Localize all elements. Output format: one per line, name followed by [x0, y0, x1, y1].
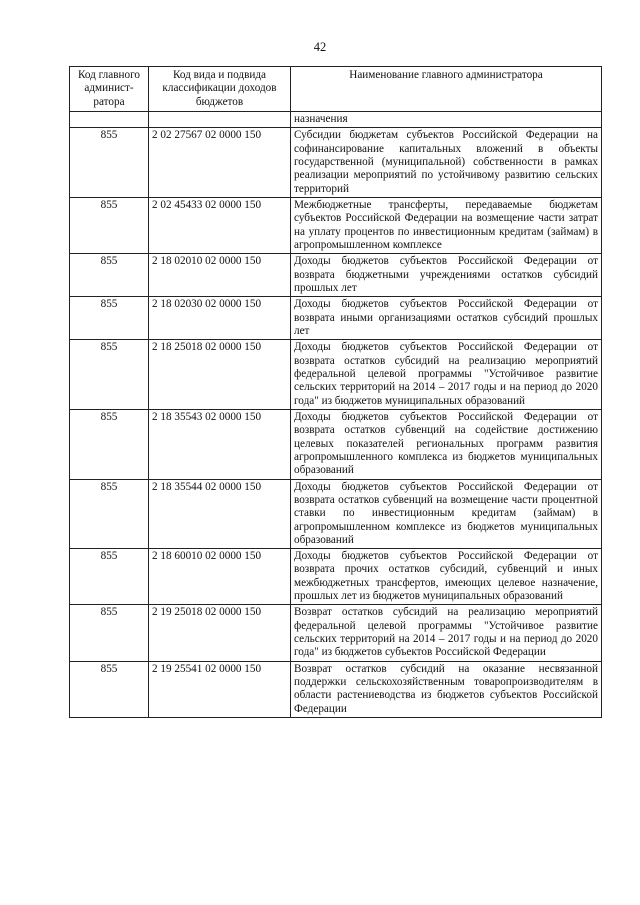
kbk-code-cell: 2 18 02010 02 0000 150	[149, 254, 291, 297]
administrator-name-cell: Доходы бюджетов субъектов Российской Федерации от возврата прочих остатков субсидий, субвенций и иных межбюджетных трансфертов, имеющих целевое назначение, прошлых лет из бюджетов муниципальных образований	[291, 549, 602, 605]
admin-code-cell: 855	[70, 197, 149, 253]
kbk-code-cell: 2 19 25541 02 0000 150	[149, 661, 291, 717]
continuation-row	[70, 111, 602, 127]
continuation-admin-cell	[70, 111, 149, 127]
table-header-row	[70, 67, 602, 112]
administrator-name-cell: Доходы бюджетов субъектов Российской Федерации от возврата иными организациями остатков субсидий прошлых лет	[291, 297, 602, 340]
header-kbk-code: Код вида и подвида классификации доходов бюджетов	[149, 67, 291, 112]
kbk-code-cell: 2 18 25018 02 0000 150	[149, 340, 291, 410]
kbk-code-cell: 2 18 02030 02 0000 150	[149, 297, 291, 340]
table-row	[70, 409, 602, 479]
administrator-name-cell: Возврат остатков субсидий на оказание несвязанной поддержки сельскохозяйственным товаропроизводителям в области растениеводства из бюджетов субъектов Российской Федерации	[291, 661, 602, 717]
admin-code-cell: 855	[70, 409, 149, 479]
table-row	[70, 297, 602, 340]
header-admin-code: Код главного админист-ратора	[70, 67, 149, 112]
administrator-name-cell: Межбюджетные трансферты, передаваемые бюджетам субъектов Российской Федерации на возмещение части затрат на уплату процентов по инвестиционным кредитам (займам) в агропромышленном комплексе	[291, 197, 602, 253]
kbk-code-cell: 2 18 35543 02 0000 150	[149, 409, 291, 479]
table-row	[70, 254, 602, 297]
kbk-code-cell: 2 19 25018 02 0000 150	[149, 605, 291, 661]
admin-code-cell: 855	[70, 479, 149, 549]
table-row	[70, 479, 602, 549]
kbk-code-cell: 2 02 27567 02 0000 150	[149, 128, 291, 198]
kbk-code-cell: 2 02 45433 02 0000 150	[149, 197, 291, 253]
administrator-name-cell: Доходы бюджетов субъектов Российской Федерации от возврата бюджетными учреждениями остатков субсидий прошлых лет	[291, 254, 602, 297]
kbk-code-cell: 2 18 60010 02 0000 150	[149, 549, 291, 605]
administrator-name-cell: Возврат остатков субсидий на реализацию мероприятий федеральной целевой программы "Устойчивое развитие сельских территорий на 2014 – 2017 годы и на период до 2020 года" из бюджетов субъектов Российской Федерации	[291, 605, 602, 661]
admin-code-cell: 855	[70, 297, 149, 340]
revenue-administrators-table	[69, 66, 602, 718]
administrator-name-cell: Доходы бюджетов субъектов Российской Федерации от возврата остатков субсидий на реализацию мероприятий федеральной целевой программы "Устойчивое развитие сельских территорий на 2014 – 2017 годы и на период до 2020 года" из бюджетов муниципальных образований	[291, 340, 602, 410]
page-number: 42	[313, 40, 327, 54]
administrator-name-cell: Доходы бюджетов субъектов Российской Федерации от возврата остатков субвенций на содействие достижению целевых показателей региональных программ развития агропромышленного комплекса из бюджетов муниципальных образований	[291, 409, 602, 479]
table-row	[70, 605, 602, 661]
kbk-code-cell: 2 18 35544 02 0000 150	[149, 479, 291, 549]
admin-code-cell: 855	[70, 549, 149, 605]
continuation-kbk-cell	[149, 111, 291, 127]
table-row	[70, 549, 602, 605]
table-row	[70, 661, 602, 717]
continuation-name-cell: назначения	[291, 111, 602, 127]
table-row	[70, 128, 602, 198]
table-row	[70, 340, 602, 410]
admin-code-cell: 855	[70, 128, 149, 198]
administrator-name-cell: Субсидии бюджетам субъектов Российской Федерации на софинансирование капитальных вложений в объекты государственной (муниципальной) собственности в рамках реализации мероприятий по устойчивому развитию сельских территорий	[291, 128, 602, 198]
admin-code-cell: 855	[70, 340, 149, 410]
header-administrator-name: Наименование главного администратора	[291, 67, 602, 112]
table-row	[70, 197, 602, 253]
admin-code-cell: 855	[70, 254, 149, 297]
admin-code-cell: 855	[70, 605, 149, 661]
admin-code-cell: 855	[70, 661, 149, 717]
administrator-name-cell: Доходы бюджетов субъектов Российской Федерации от возврата остатков субвенций на возмещение части процентной ставки по инвестиционным кредитам (займам) в агропромышленном комплексе из бюджетов муниципальных образований	[291, 479, 602, 549]
